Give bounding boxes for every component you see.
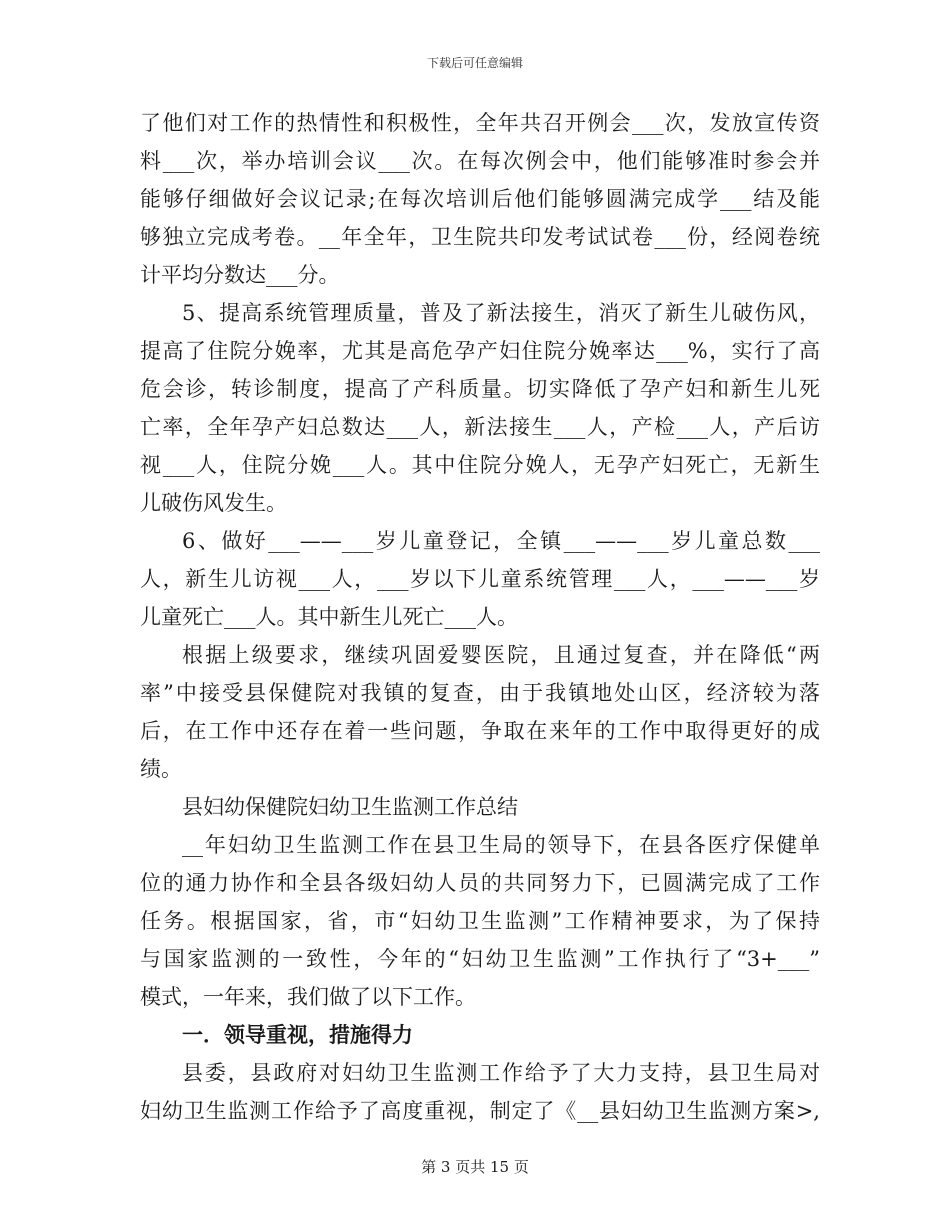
text-line: 县委，县政府对妇幼卫生监测工作给予了大力支持，县卫生局对	[182, 1061, 820, 1085]
text-line: 位的通力协作和全县各级妇幼人员的共同努力下，已圆满完成了工作	[140, 871, 820, 895]
text-line: 够独立完成考卷。__年全年，卫生院共印发考试试卷___份，经阅卷统	[140, 225, 820, 249]
text-line: 与国家监测的一致性，今年的“妇幼卫生监测”工作执行了“3+___”	[140, 947, 820, 971]
text-line: 妇幼卫生监测工作给予了高度重视，制定了《__县妇幼卫生监测方案>,	[140, 1099, 820, 1123]
text-line: 后，在工作中还存在着一些问题，争取在来年的工作中取得更好的成	[140, 719, 820, 743]
text-line: 危会诊，转诊制度，提高了产科质量。切实降低了孕产妇和新生儿死	[140, 377, 820, 401]
section-heading: 一．领导重视，措施得力	[182, 1022, 413, 1047]
text-line: 绩。	[140, 757, 182, 781]
document-body	[140, 104, 820, 1130]
text-line: __年妇幼卫生监测工作在县卫生局的领导下，在县各医疗保健单	[182, 833, 820, 857]
text-line: 视___人，住院分娩___人。其中住院分娩人，无孕产妇死亡，无新生	[140, 453, 820, 477]
text-line: 率”中接受县保健院对我镇的复查，由于我镇地处山区，经济较为落	[140, 681, 820, 705]
text-line: 提高了住院分娩率，尤其是高危孕产妇住院分娩率达___%，实行了高	[140, 339, 820, 363]
text-line: 6、做好___——___岁儿童登记，全镇___——___岁儿童总数___	[182, 529, 820, 553]
text-line: 根据上级要求，继续巩固爱婴医院，且通过复查，并在降低“两	[182, 643, 820, 667]
text-line: 任务。根据国家，省，市“妇幼卫生监测”工作精神要求，为了保持	[140, 909, 820, 933]
page-footer: 第 3 页共 15 页	[421, 1158, 529, 1176]
text-line: 儿破伤风发生。	[140, 491, 287, 515]
text-line: 料___次，举办培训会议___次。在每次例会中，他们能够准时参会并	[140, 149, 820, 173]
text-line: 模式，一年来，我们做了以下工作。	[140, 985, 476, 1009]
text-line: 了他们对工作的热情性和积极性，全年共召开例会___次，发放宣传资	[140, 111, 820, 135]
text-line: 亡率，全年孕产妇总数达___人，新法接生___人，产检___人，产后访	[140, 415, 820, 439]
text-line: 能够仔细做好会议记录;在每次培训后他们能够圆满完成学___结及能	[140, 187, 820, 211]
text-line: 计平均分数达___分。	[140, 263, 340, 287]
page-header: 下载后可任意编辑	[426, 56, 523, 70]
section-title: 县妇幼保健院妇幼卫生监测工作总结	[182, 795, 518, 819]
text-line: 人，新生儿访视___人，___岁以下儿童系统管理___人，___——___岁	[140, 567, 820, 591]
text-line: 儿童死亡___人。其中新生儿死亡___人。	[140, 605, 518, 629]
text-line: 5、提高系统管理质量，普及了新法接生，消灭了新生儿破伤风，	[182, 301, 820, 325]
